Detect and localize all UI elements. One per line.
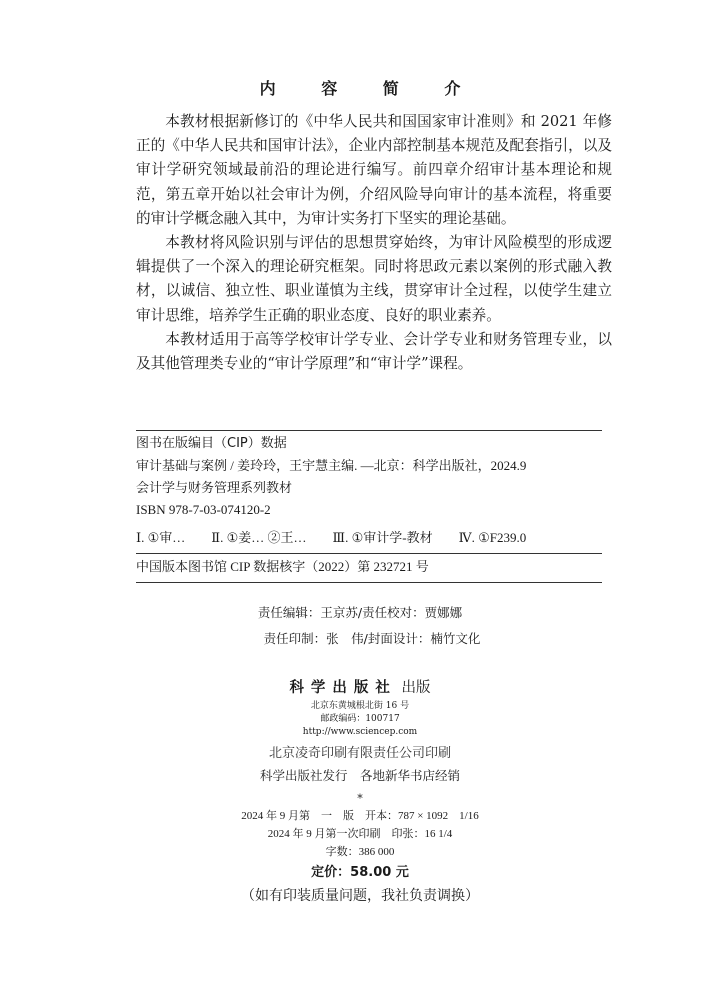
word-count: 字数：386 000 (325, 846, 395, 858)
cip-class-item: Ⅰ. ①审… (136, 530, 186, 545)
publisher-postcode: 邮政编码：100717 (320, 714, 400, 724)
cip-class-item: Ⅱ. ①姜… ②王… (211, 530, 307, 545)
credits-editors: 责任编辑：王京苏/责任校对：贾娜娜 (257, 605, 463, 620)
edition-info: 2024 年 9 月第 一 版 开本：787 × 1092 1/16 (241, 810, 479, 822)
cip-divider (136, 582, 602, 583)
publisher-website: http://www.sciencep.com (302, 727, 418, 737)
page-title: 内 容 简 介 (259, 79, 481, 98)
publisher-suffix: 出版 (401, 680, 431, 696)
publisher-name: 科学出版社 (289, 679, 397, 696)
publisher-line (0, 676, 720, 700)
publisher-address: 北京东黄城根北街 16 号 (310, 701, 410, 711)
intro-section (136, 110, 612, 376)
cip-title-line: 审计基础与案例 / 姜玲玲，王宇慧主编. —北京：科学出版社，2024.9 (136, 458, 527, 473)
publisher-block (0, 676, 720, 907)
cip-isbn: ISBN 978-7-03-074120-2 (136, 502, 271, 517)
cip-heading: 图书在版编目（CIP）数据 (136, 436, 287, 451)
impression-info: 2024 年 9 月第一次印刷 印张：16 1/4 (267, 828, 453, 840)
cip-block (136, 430, 602, 583)
cip-series-line: 会计学与财务管理系列教材 (136, 480, 293, 495)
cip-class-item: Ⅳ. ①F239.0 (458, 530, 527, 545)
price: 定价：58.00 元 (311, 865, 409, 880)
cip-class-item: Ⅲ. ①审计学-教材 (332, 530, 433, 545)
intro-paragraph: 本教材根据新修订的《中华人民共和国国家审计准则》和 2021 年修正的《中华人民共和国审计法》，企业内部控制基本规范及配套指引，以及审计学研究领域最前沿的理论进行编写。前四章介绍审计基本理论和规范，第五章开始以社会审计为例，介绍风险导向审计的基本流程，将重要的审计学概念融入其中，为审计实务打下坚实的理论基础。 (136, 113, 612, 227)
printer: 北京凌奇印刷有限责任公司印刷 (268, 746, 451, 761)
cip-check-number: 中国版本图书馆 CIP 数据核字（2022）第 232721 号 (136, 553, 602, 578)
cip-classification (136, 527, 602, 549)
intro-paragraph: 本教材将风险识别与评估的思想贯穿始终，为审计风险模型的形成逻辑提供了一个深入的理论研究框架。同时将思政元素以案例的形式融入教材，以诚信、独立性、职业谨慎为主线，贯穿审计全过程，以使学生建立审计思维，培养学生正确的职业态度、良好的职业素养。 (136, 234, 612, 324)
intro-paragraph: 本教材适用于高等学校审计学专业、会计学专业和财务管理专业，以及其他管理类专业的“审计学原理”和“审计学”课程。 (136, 330, 612, 373)
credits-production: 责任印制：张 伟/封面设计：楠竹文化 (263, 631, 481, 646)
distribution: 科学出版社发行 各地新华书店经销 (259, 768, 460, 783)
credits (0, 600, 720, 652)
quality-note: （如有印装质量问题，我社负责调换） (241, 888, 479, 904)
separator-star: * (357, 792, 363, 805)
